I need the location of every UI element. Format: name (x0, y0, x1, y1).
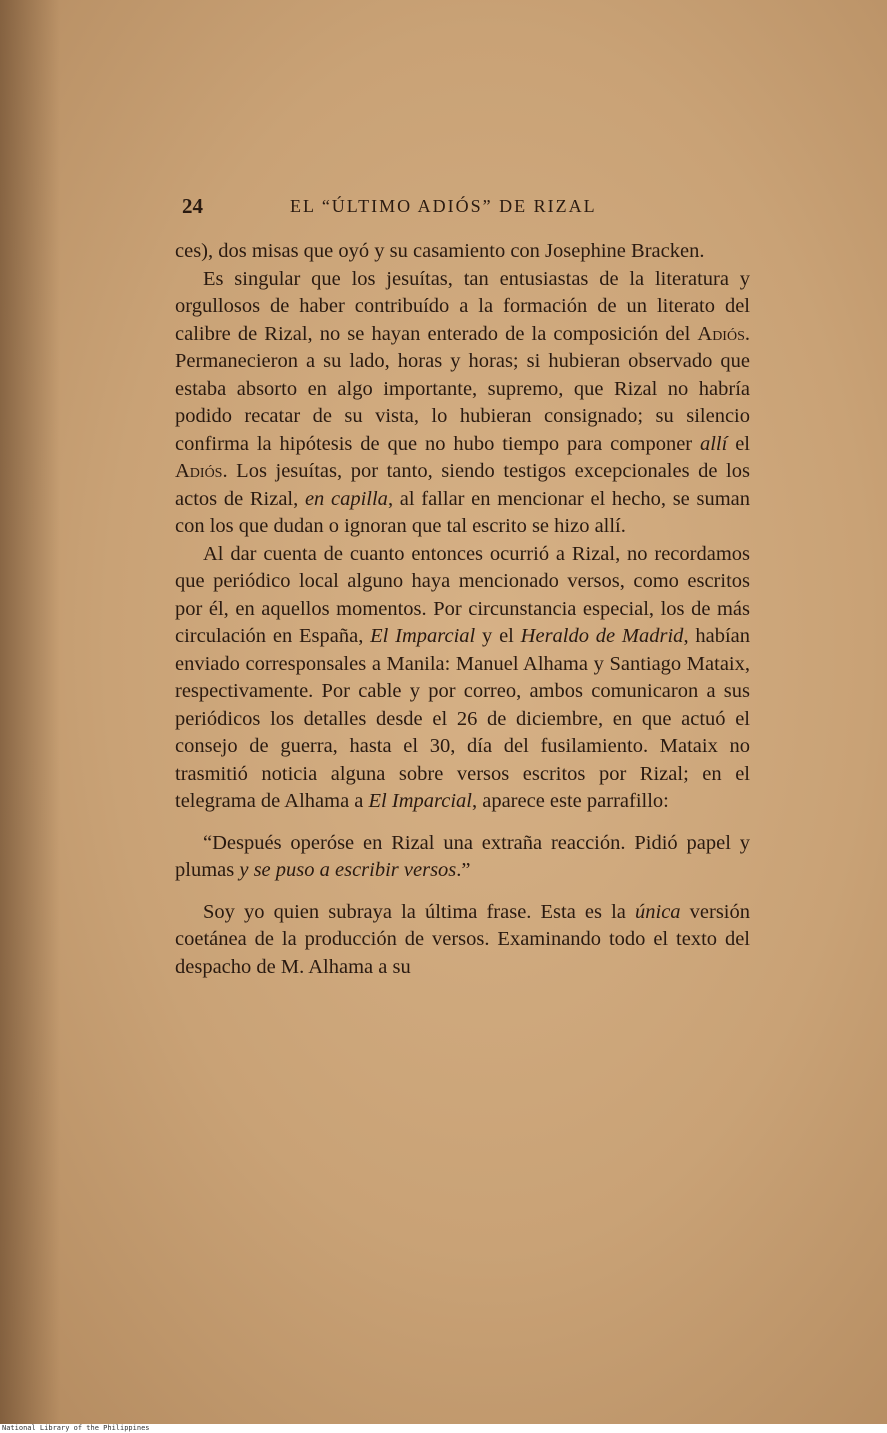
newspaper-name: Heraldo de Madrid (520, 625, 684, 647)
newspaper-name: El Imparcial (370, 625, 476, 647)
adios-title: Adiós (697, 322, 745, 345)
running-title: EL “ÚLTIMO ADIÓS” DE RIZAL (290, 196, 597, 216)
adios-title: Adiós (175, 460, 223, 482)
paragraph-1: ces), dos misas que oyó y su casamiento con Josephine Bracken. (175, 240, 705, 262)
paragraph-4: Soy yo quien subraya la última frase. Esta es la única versión coetánea de la producción de versos. Examinando todo el texto del despacho de M. Alhama a su (175, 900, 750, 978)
page-header (182, 194, 750, 224)
newspaper-name: El Imparcial (368, 790, 472, 812)
italic-unica: única (635, 900, 681, 923)
block-quote: “Después operóse en Rizal una extraña reacción. Pidió papel y plumas y se puso a escribir versos.” (175, 831, 750, 881)
body-text (175, 238, 750, 981)
paragraph-2: Es singular que los jesuítas, tan entusiastas de la literatura y orgullosos de haber contribuído a la formación de un literato del calibre de Rizal, no se hayan enterado de la composición del Adiós. Permanecieron a su lado, horas y horas; si hubieran observado que estaba absorto en algo importante, supremo, que Rizal no habría podido recatar de su vista, lo hubieran consignado; su silencio confirma la hipótesis de que no hubo tiempo para componer allí el Adiós. Los jesuítas, por tanto, siendo testigos excepcionales de los actos de Rizal, en capilla, al fallar en mencionar el hecho, se suman con los que dudan o ignoran que tal escrito se hizo allí. (175, 267, 750, 537)
paragraph-3: Al dar cuenta de cuanto entonces ocurrió a Rizal, no recordamos que periódico local alguno haya mencionado versos, como escritos por él, en aquellos momentos. Por circunstancia especial, los de más circulación en España, El Imparcial y el Heraldo de Madrid, habían enviado corresponsales a Manila: Manuel Alhama y Santiago Mataix, respectivamente. Por cable y por correo, ambos comunicaron a sus periódicos los detalles desde el 26 de diciembre, en que actuó el consejo de guerra, hasta el 30, día del fusilamiento. Mataix no trasmitió noticia alguna sobre versos escritos por Rizal; en el telegrama de Alhama a El Imparcial, aparece este parrafillo: (175, 542, 750, 812)
italic-en-capilla: en capilla (304, 487, 388, 510)
page-number: 24 (182, 194, 203, 218)
italic-alli: allí (699, 432, 728, 455)
italic-phrase: y se puso a escribir versos (239, 859, 457, 881)
library-credit: National Library of the Philippines (2, 1424, 150, 1432)
